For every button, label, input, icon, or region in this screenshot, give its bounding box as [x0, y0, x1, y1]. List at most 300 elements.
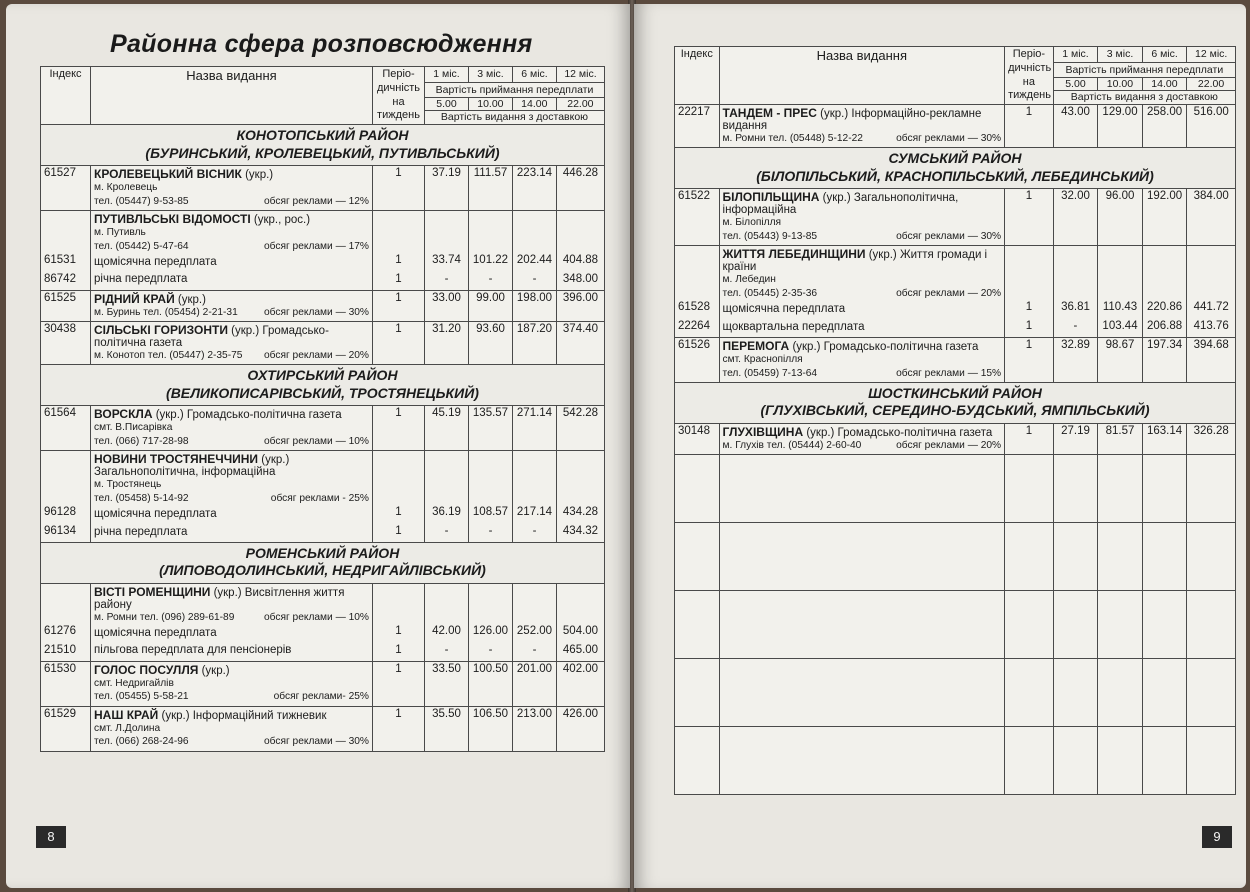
price-value: 33.74	[432, 253, 461, 266]
district-title: ОХТИРСЬКИЙ РАЙОН	[247, 367, 398, 384]
publication-city: м. Буринь тел. (05454) 2-21-31	[94, 306, 238, 318]
publication-city: м. Глухів тел. (05444) 2-60-40	[722, 439, 862, 451]
publication-city: смт. Краснопілля	[722, 353, 803, 365]
publication-title: ВІСТІ РОМЕНЩИНИ	[94, 584, 211, 599]
publication-name-cell	[91, 451, 373, 543]
price-cell	[557, 290, 605, 321]
index-cell	[41, 211, 91, 291]
price-cell	[1098, 189, 1143, 246]
periodicity-value: 1	[1025, 300, 1033, 313]
publication-description: (укр.) Інформаційний тижневик	[161, 709, 327, 722]
index-value: 96134	[44, 524, 76, 537]
price-value: 384.00	[1193, 190, 1229, 203]
publication-title: СІЛЬСЬКІ ГОРИЗОНТИ	[94, 322, 228, 337]
publication-city: м. Тростянець	[94, 479, 162, 491]
ad-volume: обсяг реклами — 30%	[264, 306, 369, 318]
publication-title: РІДНИЙ КРАЙ	[94, 291, 175, 306]
price-cell	[1187, 423, 1236, 454]
index-value: 30438	[44, 322, 76, 335]
publication-row	[675, 246, 1236, 338]
price-value: 111.57	[473, 167, 508, 179]
price-value: 33.00	[432, 291, 461, 304]
publication-description: (укр.) Інформаційно-рекламне видання	[722, 108, 982, 132]
right-page	[634, 4, 1246, 888]
price-cell	[425, 321, 469, 364]
month-3-header: 3 міс.	[1098, 47, 1143, 63]
publication-city: м. Лебедин	[722, 274, 776, 286]
periodicity-cell	[373, 211, 425, 291]
price-value: 206.88	[1146, 319, 1183, 332]
periodicity-cell	[373, 661, 425, 706]
periodicity-value: 1	[395, 524, 402, 537]
price-value: 465.00	[562, 643, 599, 656]
price-value: 326.28	[1193, 424, 1229, 437]
price-value: 32.89	[1061, 338, 1090, 351]
price-cell	[557, 661, 605, 706]
publication-row	[41, 166, 605, 211]
index-cell	[41, 661, 91, 706]
ad-volume: обсяг реклами- 25%	[273, 691, 369, 703]
publication-description: (укр.) Громадсько-політична газета	[806, 426, 993, 439]
ad-volume: обсяг реклами — 20%	[264, 349, 369, 361]
fee-12: 22.00	[1197, 78, 1225, 91]
price-value: 93.60	[476, 322, 505, 335]
month-3-header: 3 міс.	[469, 67, 513, 83]
periodicity-value: 1	[395, 291, 402, 304]
publication-row	[41, 406, 605, 451]
month-12-header: 12 міс.	[557, 67, 605, 83]
district-section-header	[41, 125, 605, 166]
periodicity-cell	[373, 321, 425, 364]
publication-phone: тел. (05445) 2-35-36	[722, 288, 818, 300]
price-value: 99.00	[476, 291, 505, 304]
ad-volume: обсяг реклами — 30%	[896, 133, 1002, 144]
publication-city: м. Ромни тел. (096) 289-61-89	[94, 611, 235, 623]
publication-description: (укр.) Життя громади і країни	[722, 249, 988, 274]
publication-phone: тел. (066) 268-24-96	[94, 736, 189, 748]
index-value: 61529	[44, 707, 76, 720]
fee-3: 10.00	[469, 98, 513, 110]
index-value: 61522	[678, 190, 710, 203]
price-cell	[425, 451, 469, 543]
price-value: 43.00	[1061, 106, 1090, 118]
price-cell	[557, 706, 605, 751]
price-cell	[469, 321, 513, 364]
index-value: 61530	[44, 662, 76, 675]
publication-name-cell	[91, 661, 373, 706]
ad-volume: обсяг реклами - 25%	[270, 492, 369, 504]
publication-title: БІЛОПІЛЬЩИНА	[722, 190, 820, 205]
empty-row	[675, 591, 1236, 659]
ad-volume: обсяг реклами — 30%	[264, 736, 369, 748]
table-body	[41, 125, 605, 752]
price-value: 394.68	[1193, 338, 1229, 351]
publication-title: НАШ КРАЙ	[94, 707, 159, 722]
publication-description: (укр.) Загальнополітична, інформаційна	[94, 454, 290, 479]
price-cell	[469, 211, 513, 291]
periodicity-value: 1	[395, 662, 402, 675]
price-cell	[425, 211, 469, 291]
index-value: 61525	[44, 291, 76, 304]
index-value: 96128	[44, 505, 76, 518]
periodicity-cell	[373, 451, 425, 543]
price-value: 106.50	[472, 707, 509, 720]
publication-row	[41, 661, 605, 706]
price-value: 81.57	[1105, 424, 1135, 437]
fee-6: 14.00	[1143, 78, 1187, 90]
ad-volume: обсяг реклами — 10%	[264, 611, 369, 623]
district-title: РОМЕНСЬКИЙ РАЙОН	[245, 544, 400, 561]
publication-city: смт. Л.Долина	[94, 722, 161, 734]
index-value: 61526	[678, 338, 710, 351]
publication-title: ПЕРЕМОГА	[722, 338, 790, 353]
publication-name-cell	[719, 189, 1005, 246]
publication-row	[41, 706, 605, 751]
publication-description: (укр.)	[201, 664, 230, 677]
fee-6: 14.00	[513, 98, 557, 110]
publication-title: ГЛУХІВЩИНА	[722, 424, 804, 439]
publication-row	[675, 105, 1236, 148]
publication-title: ЖИТТЯ ЛЕБЕДИНЩИНИ	[722, 247, 866, 262]
index-cell	[41, 290, 91, 321]
price-cell	[513, 321, 557, 364]
price-value: -	[488, 272, 493, 285]
publication-phone: тел. (05443) 9-13-85	[722, 231, 818, 243]
price-value: 374.40	[562, 322, 599, 335]
index-cell	[41, 451, 91, 543]
subscription-type: щомісячна передплата	[722, 303, 846, 316]
index-header: Індекс	[41, 67, 91, 125]
empty-row	[675, 523, 1236, 591]
price-value: 32.00	[1061, 190, 1090, 203]
publication-title: ТАНДЕМ - ПРЕС	[722, 106, 817, 120]
price-value: 37.19	[432, 167, 461, 179]
price-value: 446.28	[562, 167, 599, 179]
price-cell	[513, 706, 557, 751]
price-value: 434.32	[562, 524, 599, 537]
price-value: 404.88	[562, 253, 599, 266]
index-cell	[41, 406, 91, 451]
price-value: 434.28	[562, 505, 599, 518]
price-cell	[1053, 246, 1098, 338]
index-value: 61531	[44, 253, 76, 266]
index-value: 22264	[678, 319, 710, 332]
price-value: 542.28	[562, 407, 599, 420]
price-value: -	[532, 272, 537, 285]
publication-city: м. Ромни тел. (05448) 5-12-22	[722, 133, 863, 144]
price-value: 198.00	[516, 291, 553, 304]
ad-volume: обсяг реклами — 15%	[896, 367, 1002, 379]
price-cell	[1053, 189, 1098, 246]
price-value: -	[444, 272, 449, 285]
periodicity-value: 1	[1025, 424, 1033, 437]
publication-description: (укр.) Громадсько-політична газета	[94, 324, 329, 349]
periodicity-value: 1	[1025, 338, 1033, 351]
district-title: ШОСТКИНСЬКИЙ РАЙОН	[868, 384, 1042, 401]
price-cell	[513, 406, 557, 451]
price-value: 192.00	[1146, 190, 1183, 203]
periodicity-value: 1	[1025, 319, 1033, 332]
periodicity-cell	[1005, 337, 1054, 382]
table-header	[41, 67, 605, 125]
periodicity-cell	[373, 290, 425, 321]
price-value: 187.20	[516, 322, 553, 335]
periodicity-cell	[1005, 423, 1054, 454]
district-section-header	[675, 382, 1236, 423]
fee-12: 22.00	[567, 98, 594, 111]
price-value: 220.86	[1146, 300, 1183, 313]
empty-row	[675, 727, 1236, 795]
page-number: 8	[36, 826, 66, 848]
periodicity-cell	[1005, 189, 1054, 246]
price-value: 504.00	[562, 624, 599, 637]
price-value: -	[444, 643, 449, 656]
price-cell	[1098, 246, 1143, 338]
price-value: 100.50	[472, 662, 509, 675]
index-cell	[675, 105, 720, 148]
subscription-type: щоквартальна передплата	[722, 320, 865, 333]
price-value: 213.00	[516, 707, 553, 720]
periodicity-cell	[373, 166, 425, 211]
price-cell	[557, 583, 605, 661]
price-value: 36.19	[432, 505, 461, 518]
publication-name-cell	[91, 706, 373, 751]
district-section-header	[41, 542, 605, 583]
ad-volume: обсяг реклами — 12%	[264, 195, 369, 207]
subscription-type: річна передплата	[94, 273, 188, 286]
district-section-header	[41, 365, 605, 406]
price-value: 126.00	[472, 624, 509, 637]
publication-row	[41, 290, 605, 321]
subscription-type: річна передплата	[94, 525, 188, 538]
publication-description: (укр.) Висвітлення життя району	[94, 586, 345, 611]
price-cell	[1053, 337, 1098, 382]
price-value: 110.43	[1102, 300, 1138, 313]
periodicity-value: 1	[395, 505, 402, 518]
periodicity-value: 1	[395, 253, 402, 266]
district-subtitle: (БУРИНСЬКИЙ, КРОЛЕВЕЦЬКИЙ, ПУТИВЛЬСЬКИЙ)	[145, 144, 500, 161]
price-cell	[469, 406, 513, 451]
price-value: 202.44	[516, 253, 553, 266]
price-value: -	[488, 643, 493, 656]
publication-row	[41, 211, 605, 291]
price-value: -	[532, 643, 537, 656]
periodicity-value: 1	[395, 624, 402, 637]
index-header: Індекс	[675, 47, 720, 105]
periodicity-value: 1	[1025, 190, 1033, 203]
index-cell	[675, 246, 720, 338]
publication-city: смт. Недригайлів	[94, 677, 174, 689]
publication-row	[675, 189, 1236, 246]
price-cell	[513, 166, 557, 211]
price-cell	[469, 661, 513, 706]
price-cell	[557, 321, 605, 364]
subscription-type: щомісячна передплата	[94, 627, 217, 640]
index-cell	[675, 189, 720, 246]
district-title: СУМСЬКИЙ РАЙОН	[888, 150, 1022, 167]
ad-volume: обсяг реклами — 20%	[896, 288, 1002, 300]
price-cell	[469, 166, 513, 211]
price-cell	[1142, 337, 1187, 382]
ad-volume: обсяг реклами — 17%	[264, 240, 369, 252]
price-value: 96.00	[1105, 190, 1135, 203]
publication-row	[675, 337, 1236, 382]
price-cell	[1053, 105, 1098, 148]
publication-city: м. Конотоп тел. (05447) 2-35-75	[94, 349, 243, 361]
price-cell	[425, 290, 469, 321]
delivery-label: Вартість видання з доставкою	[1054, 90, 1235, 103]
price-cell	[1098, 423, 1143, 454]
subscription-type: щомісячна передплата	[94, 508, 217, 521]
subscription-fee-label: Вартість приймання передплати	[1053, 62, 1235, 78]
price-value: -	[488, 524, 493, 537]
subscription-fee-label: Вартість приймання передплати	[425, 82, 605, 98]
district-subtitle: (ВЕЛИКОПИСАРІВСЬКИЙ, ТРОСТЯНЕЦЬКИЙ)	[166, 384, 479, 401]
price-value: 42.00	[432, 624, 461, 637]
index-value: 86742	[44, 272, 76, 285]
publication-city: м. Білопілля	[722, 217, 782, 229]
fee-3: 10.00	[1098, 78, 1142, 90]
publication-description: (укр.) Громадсько-політична газета	[155, 409, 342, 422]
price-value: 101.22	[472, 253, 509, 266]
publication-city: м. Путивль	[94, 227, 146, 239]
price-value: 197.34	[1146, 338, 1183, 351]
publication-description: (укр.) Громадсько-політична газета	[792, 340, 979, 353]
table-body	[675, 105, 1236, 795]
periodicity-cell	[373, 583, 425, 661]
name-header: Назва видання	[719, 47, 1005, 105]
price-cell	[1142, 105, 1187, 148]
price-value: -	[532, 524, 537, 537]
price-value: 27.19	[1061, 424, 1090, 437]
price-value: 135.57	[472, 407, 509, 420]
periodicity-value: 1	[395, 322, 402, 335]
index-cell	[41, 583, 91, 661]
periodicity-cell	[373, 406, 425, 451]
publication-description: (укр.) Загальнополітична, інформаційна	[722, 192, 959, 217]
price-value: 201.00	[516, 662, 553, 675]
left-page	[6, 4, 630, 888]
periodicity-value: 1	[395, 167, 402, 179]
price-value: 108.57	[472, 505, 509, 518]
periodicity-value: 1	[395, 643, 402, 656]
subscription-type: щомісячна передплата	[94, 256, 217, 269]
price-cell	[1142, 189, 1187, 246]
publication-name-cell	[719, 423, 1005, 454]
month-6-header: 6 міс.	[1142, 47, 1187, 63]
price-cell	[425, 406, 469, 451]
ad-volume: обсяг реклами — 20%	[896, 439, 1002, 451]
periodicity-value: 1	[1025, 106, 1033, 118]
price-value: 396.00	[562, 291, 599, 304]
price-value: 31.20	[432, 322, 461, 335]
publication-description: (укр.)	[245, 169, 274, 181]
publication-name-cell	[91, 290, 373, 321]
price-cell	[469, 451, 513, 543]
index-value: 61564	[44, 407, 76, 420]
publication-city: м. Кролевець	[94, 182, 158, 193]
publication-name-cell	[719, 337, 1005, 382]
price-cell	[1098, 337, 1143, 382]
price-value: 36.81	[1061, 300, 1090, 313]
price-value: 103.44	[1102, 319, 1138, 332]
publication-phone: тел. (05447) 9-53-85	[94, 195, 189, 207]
price-value: 129.00	[1102, 106, 1138, 118]
periodicity-header: Періо-дичність на тиждень	[373, 67, 425, 125]
publication-description: (укр., рос.)	[253, 214, 311, 227]
periodicity-value: 1	[395, 272, 402, 285]
fee-1: 5.00	[425, 98, 469, 110]
periodicity-cell	[1005, 246, 1054, 338]
district-subtitle: (ЛИПОВОДОЛИНСЬКИЙ, НЕДРИГАЙЛІВСЬКИЙ)	[159, 562, 486, 579]
index-cell	[41, 166, 91, 211]
publication-title: ПУТИВЛЬСЬКІ ВІДОМОСТІ	[94, 212, 251, 227]
district-section-header	[675, 148, 1236, 189]
district-title: КОНОТОПСЬКИЙ РАЙОН	[236, 127, 409, 143]
price-value: 217.14	[516, 505, 553, 518]
month-12-header: 12 міс.	[1187, 47, 1236, 63]
publication-city: смт. В.Писарівка	[94, 422, 173, 434]
price-cell	[1142, 246, 1187, 338]
publication-phone: тел. (066) 717-28-98	[94, 435, 189, 447]
empty-row	[675, 659, 1236, 727]
price-cell	[1187, 105, 1236, 148]
page-number: 9	[1202, 826, 1232, 848]
publication-phone: тел. (05455) 5-58-21	[94, 691, 189, 703]
periodicity-header: Періо-дичність на тиждень	[1005, 47, 1054, 105]
publication-name-cell	[91, 406, 373, 451]
periodicity-value: 1	[395, 707, 402, 720]
index-cell	[675, 423, 720, 454]
price-cell	[425, 583, 469, 661]
price-cell	[557, 166, 605, 211]
publication-row	[41, 451, 605, 543]
publication-name-cell	[719, 105, 1005, 148]
price-cell	[469, 290, 513, 321]
price-value: 163.14	[1146, 424, 1183, 437]
publication-row	[41, 321, 605, 364]
ad-volume: обсяг реклами — 30%	[896, 231, 1002, 243]
publication-row	[675, 423, 1236, 454]
publication-phone: тел. (05459) 7-13-64	[722, 367, 818, 379]
subscription-table-left	[40, 66, 605, 752]
price-value: 98.67	[1105, 338, 1135, 351]
publication-name-cell	[91, 166, 373, 211]
district-subtitle: (БІЛОПІЛЬСЬКИЙ, КРАСНОПІЛЬСЬКИЙ, ЛЕБЕДИНСЬКИЙ)	[756, 167, 1154, 184]
price-cell	[1187, 246, 1236, 338]
index-value: 22217	[678, 106, 710, 118]
price-cell	[513, 451, 557, 543]
district-subtitle: (ГЛУХІВСЬКИЙ, СЕРЕДИНО-БУДСЬКИЙ, ЯМПІЛЬСЬКИЙ)	[760, 402, 1150, 419]
subscription-table-right	[674, 46, 1236, 795]
index-cell	[675, 337, 720, 382]
price-value: 45.19	[432, 407, 461, 420]
publication-phone: тел. (05458) 5-14-92	[94, 492, 189, 504]
publication-row	[41, 583, 605, 661]
periodicity-value: 1	[395, 407, 402, 420]
month-1-header: 1 міс.	[425, 67, 469, 83]
price-value: 258.00	[1146, 106, 1183, 118]
table-header	[675, 47, 1236, 105]
index-cell	[41, 706, 91, 751]
price-value: 426.00	[562, 707, 599, 720]
price-value: 413.76	[1193, 319, 1229, 332]
price-cell	[469, 706, 513, 751]
page-title: Районна сфера розповсюдження	[110, 30, 533, 58]
index-value: 61528	[678, 300, 710, 313]
price-value: 441.72	[1193, 300, 1229, 313]
price-value: 516.00	[1193, 106, 1229, 118]
